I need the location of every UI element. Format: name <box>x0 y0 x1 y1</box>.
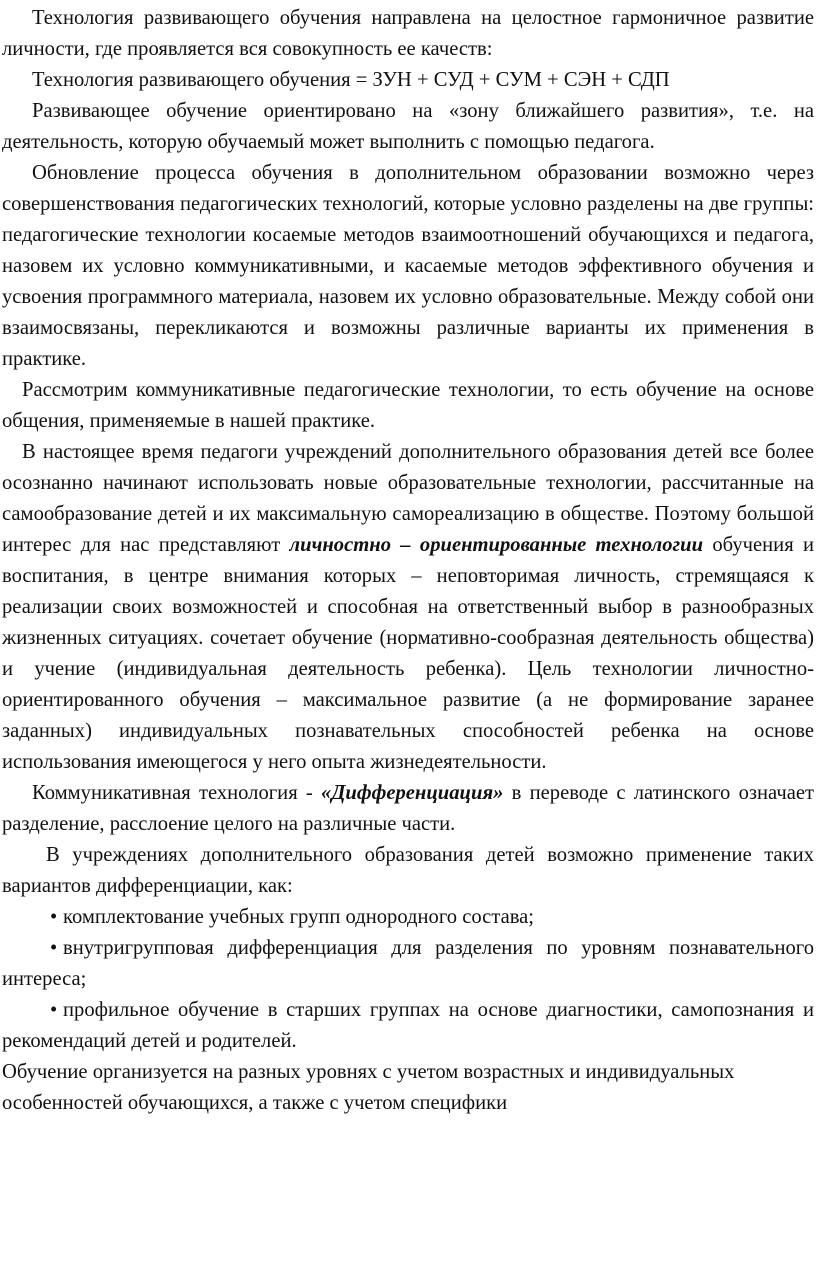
paragraph-differentiation <box>2 778 814 840</box>
list-item <box>2 995 814 1057</box>
bullet-icon: • <box>50 937 58 959</box>
list-item <box>2 933 814 995</box>
paragraph-learning-levels: Обучение организуется на разных уровнях с учетом возрастных и индивидуальных особенностей обучающихся, а также с учетом специфики <box>2 1061 735 1114</box>
text-run: обучения и воспитания, в центре внимания которых – неповторимая личность, стремящаяся к реализации своих возможностей и способная на ответственный выбор в разнообразных жизненных ситуациях. сочетает обучение (нормативно-сообразная деятельность общества) и учение (индивидуальная деятельность ребенка). Цель технологии личностно-ориентированного обучения – максимальное развитие (а не формирование заранее заданных) индивидуальных познавательных способностей ребенка на основе использования имеющегося у него опыта жизнедеятельности. <box>2 534 814 773</box>
paragraph-renewal-of-learning: Обновление процесса обучения в дополнительном образовании возможно через совершенствования педагогических технологий, которые условно разделены на две группы: педагогические технологии косаемые методов взаимоотношений обучающихся и педагога, назовем их условно коммуникативными, и касаемые методов эффективного обучения и усвоения программного материала, назовем их условно образовательные. Между собой они взаимосвязаны, перекликаются и возможны различные варианты их применения в практике. <box>2 162 814 370</box>
text-run: Коммуникативная технология - <box>32 782 322 804</box>
list-item-text: комплектование учебных групп однородного состава; <box>63 906 535 928</box>
emphasis-term: личностно – ориентированные технологии <box>289 534 704 556</box>
paragraph-communicative-technologies: Рассмотрим коммуникативные педагогические технологии, то есть обучение на основе общения, применяемые в нашей практике. <box>2 379 814 432</box>
text-run: В настоящее время педагоги учреждений дополнительного образования детей все более осознанно начинают использовать новые образовательные технологии, рассчитанные на самообразование детей и их максимальную самореализацию в обществе. Поэтому большой интерес для нас представляют <box>2 441 814 556</box>
list-item-text: профильное обучение в старших группах на основе диагностики, самопознания и рекомендаций детей и родителей. <box>2 999 814 1052</box>
bullet-icon: • <box>50 999 58 1021</box>
paragraph-zone-of-development: Развивающее обучение ориентировано на «зону ближайшего развития», т.е. на деятельность, которую обучаемый может выполнить с помощью педагога. <box>2 100 814 153</box>
paragraph-variants-intro: В учреждениях дополнительного образования детей возможно применение таких вариантов дифференциации, как: <box>2 844 814 897</box>
text-run: в переводе с латинского означает разделение, расслоение целого на различные части. <box>2 782 814 835</box>
bullet-icon: • <box>50 906 58 928</box>
list-item <box>2 902 814 933</box>
formula-line: Технология развивающего обучения = ЗУН + СУД + СУМ + СЭН + СДП <box>32 69 670 91</box>
list-item-text: внутригрупповая дифференциация для разделения по уровням познавательного интереса; <box>2 937 814 990</box>
emphasis-term: «Дифференциация» <box>321 782 504 804</box>
paragraph-developmental-technology: Технология развивающего обучения направлена на целостное гармоничное развитие личности, где проявляется вся совокупность ее качеств: <box>2 7 814 60</box>
paragraph-personality-oriented <box>2 437 814 778</box>
